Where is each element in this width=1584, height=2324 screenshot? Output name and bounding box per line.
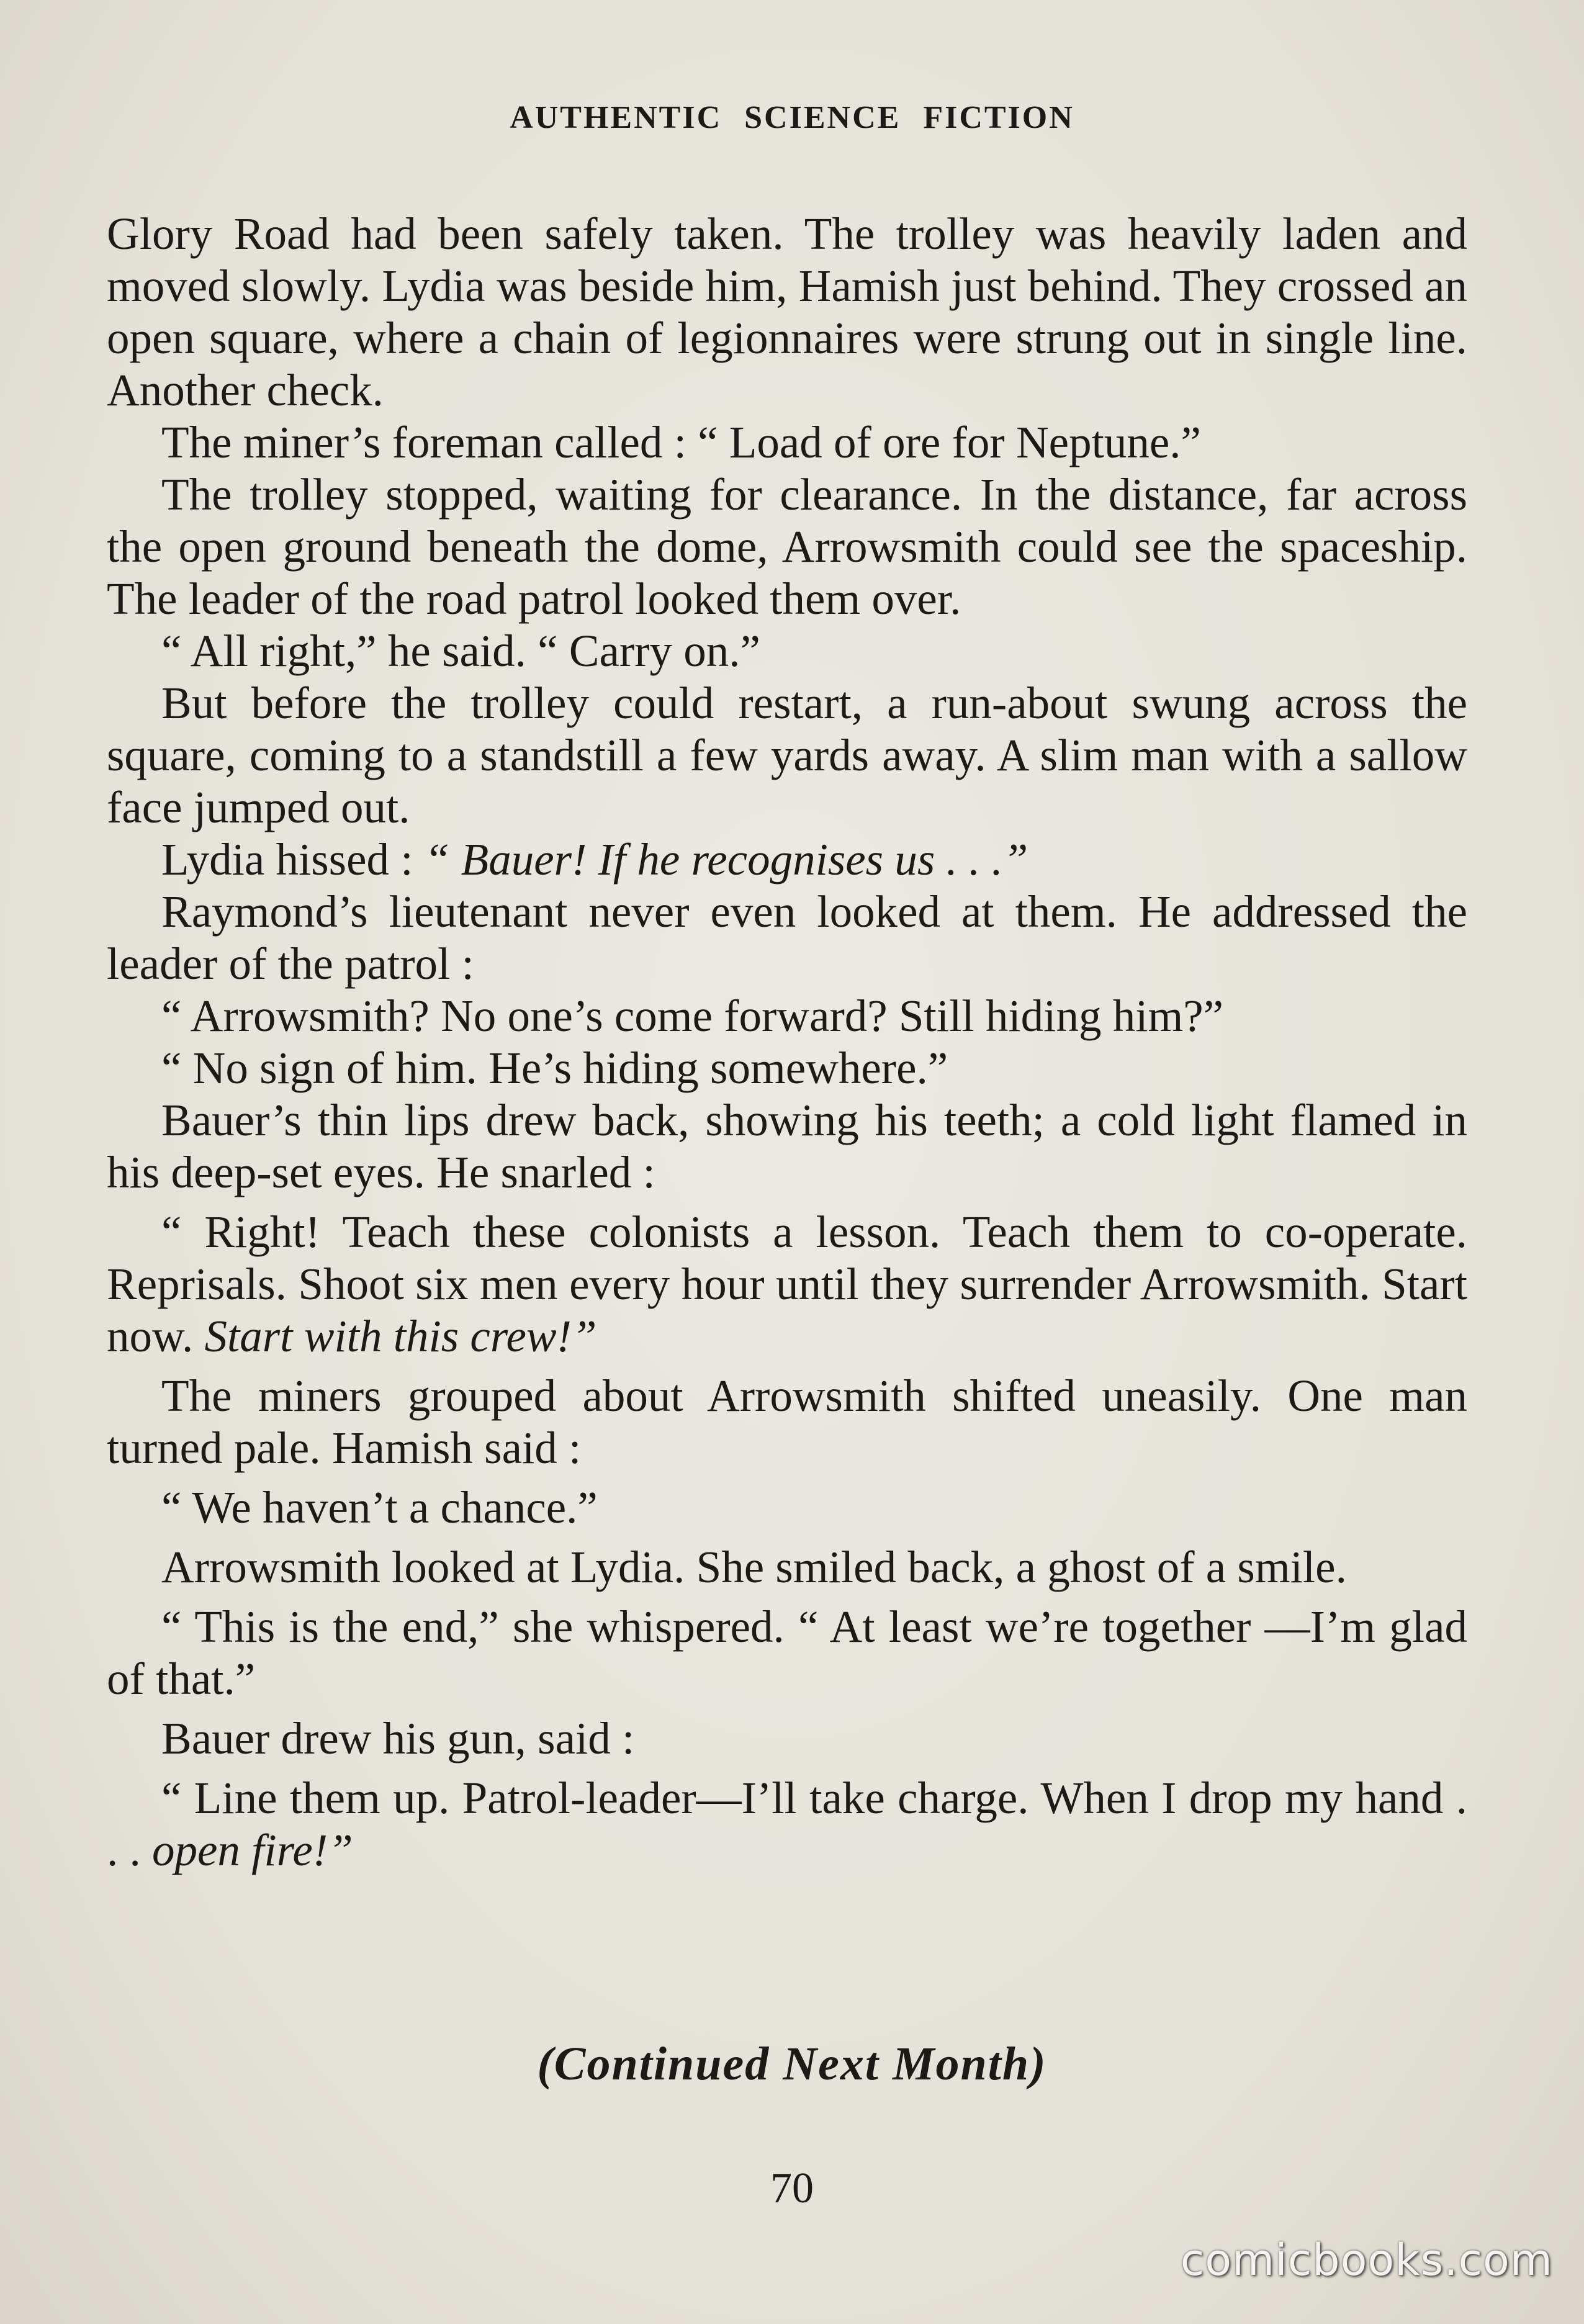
paragraph: Bauer drew his gun, said : (161, 1713, 635, 1763)
paragraph-text: “ Right! Teach these colonists a lesson. Teach them to co-operate. Reprisals. Shoot six men every hour until they surrender Arrowsmith. Start now. (107, 1207, 1467, 1361)
paragraph: “ We haven’t a chance.” (161, 1482, 598, 1533)
paragraph (107, 1772, 1467, 1876)
paragraph: Glory Road had been safely taken. The trolley was heavily laden and moved slowly. Lydia was beside him, Hamish just behind. They crossed an open square, where a chain of legionnaires were strung out in single line. Another check. (107, 209, 1467, 415)
watermark: comicbooks.com (1180, 2235, 1553, 2286)
paragraph: “ All right,” he said. “ Carry on.” (161, 626, 760, 676)
paragraph: But before the trolley could restart, a run-about swung across the square, coming to a standstill a few yards away. A slim man with a sallow face jumped out. (107, 678, 1467, 832)
paragraph: Bauer’s thin lips drew back, showing his teeth; a cold light flamed in his deep-set eyes. He snarled : (107, 1095, 1467, 1197)
italic-dialogue: “ Bauer! If he recognises us . . .” (424, 834, 1028, 885)
paragraph: “ This is the end,” she whispered. “ At least we’re together —I’m glad of that.” (107, 1601, 1467, 1704)
continued-note: (Continued Next Month) (537, 2038, 1047, 2090)
paragraph-text: “ Line them up. Patrol-leader—I’ll take charge. When I drop my hand . . . (107, 1773, 1467, 1875)
paragraph: “ No sign of him. He’s hiding somewhere.” (161, 1043, 948, 1093)
paragraph: “ Arrowsmith? No one’s come forward? Still hiding him?” (161, 991, 1224, 1041)
italic-dialogue: Start with this crew!” (204, 1311, 597, 1361)
paragraph-text: Lydia hissed : (161, 834, 425, 885)
page-number: 70 (770, 2164, 814, 2212)
running-head: AUTHENTIC SCIENCE FICTION (510, 100, 1074, 135)
paragraph: Raymond’s lieutenant never even looked at them. He addressed the leader of the patrol : (107, 886, 1467, 989)
paragraph (107, 834, 1467, 886)
paragraph (107, 1206, 1467, 1362)
paragraph: The miner’s foreman called : “ Load of ore for Neptune.” (161, 417, 1201, 467)
italic-dialogue: open fire!” (152, 1825, 353, 1875)
story-text (107, 208, 1467, 1876)
paragraph: The trolley stopped, waiting for clearance. In the distance, far across the open ground beneath the dome, Arrowsmith could see the spaceship. The leader of the road patrol looked them over. (107, 469, 1467, 624)
paragraph: Arrowsmith looked at Lydia. She smiled back, a ghost of a smile. (161, 1542, 1347, 1592)
paragraph: The miners grouped about Arrowsmith shifted uneasily. One man turned pale. Hamish said : (107, 1371, 1467, 1473)
